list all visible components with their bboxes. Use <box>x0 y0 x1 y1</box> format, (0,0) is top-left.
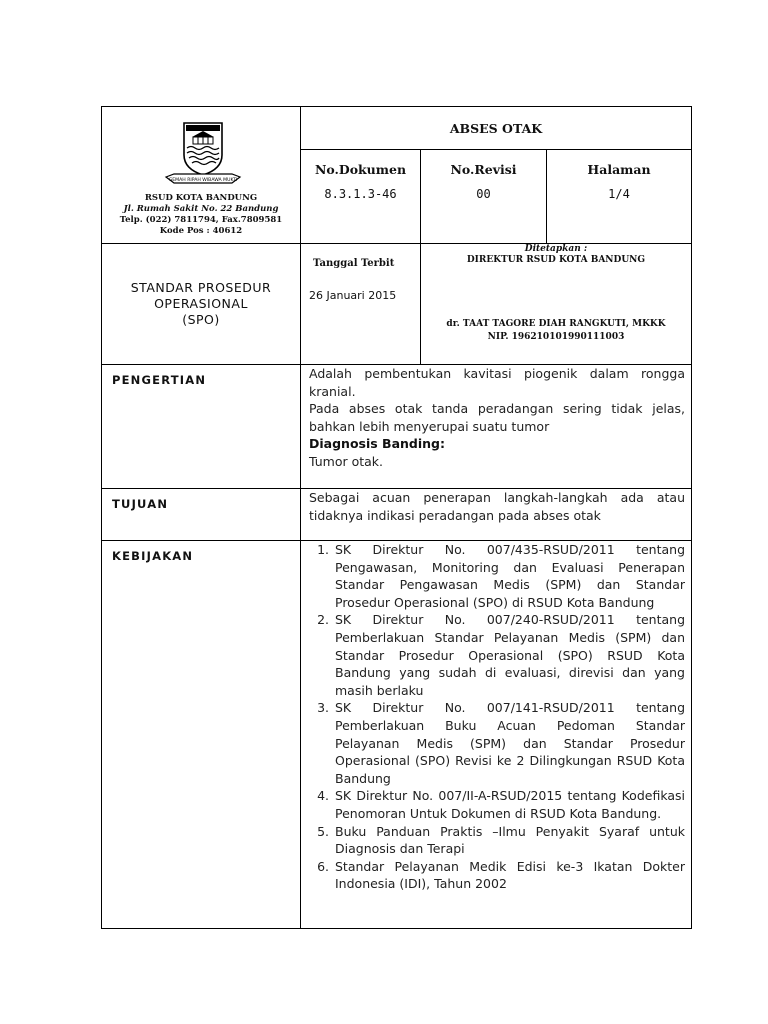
institution-postal: Kode Pos : 40612 <box>159 226 243 236</box>
established-label: Ditetapkan : <box>524 244 588 254</box>
diagnosis-value: Tumor otak. <box>309 453 384 469</box>
kebijakan-item: 1. SK Direktur No. 007/435-RSUD/2011 tentang Pengawasan, Monitoring dan Evaluasi Penerapan Standar Pengawasan Medis (SPM) dan Standar Prosedur Operasional (SPO) di RSUD Kota Bandung <box>333 541 685 611</box>
director-name: dr. TAAT TAGORE DIAH RANGKUTI, MKKK <box>446 319 666 329</box>
institution-address: Jl. Rumah Sakit No. 22 Bandung <box>123 204 279 214</box>
page-value: 1/4 <box>608 187 630 201</box>
spo-title-line3: (SPO) <box>182 312 220 327</box>
spo-title-line1: STANDAR PROSEDUR <box>130 280 272 295</box>
pengertian-paragraph-1: Adalah pembentukan kavitasi piogenik dalam rongga kranial. <box>309 366 685 399</box>
revision-value: 00 <box>476 187 491 201</box>
director-signature-block <box>421 318 691 344</box>
director-approval-cell <box>421 244 692 365</box>
revision-cell <box>421 150 547 244</box>
director-title: DIREKTUR RSUD KOTA BANDUNG <box>466 255 646 265</box>
kebijakan-item: 6. Standar Pelayanan Medik Edisi ke-3 Ikatan Dokter Indonesia (IDI), Tahun 2002 <box>333 858 685 893</box>
pengertian-content <box>301 365 692 489</box>
kebijakan-list <box>309 541 685 893</box>
kebijakan-item: 5. Buku Panduan Praktis –Ilmu Penyakit Syaraf untuk Diagnosis dan Terapi <box>333 823 685 858</box>
page-label: Halaman <box>587 162 651 177</box>
kebijakan-content <box>301 541 692 929</box>
spo-document-table <box>101 106 692 929</box>
tujuan-content: Sebagai acuan penerapan langkah-langkah ada atau tidaknya indikasi peradangan pada abses otak <box>301 489 692 541</box>
kebijakan-label: KEBIJAKAN <box>102 541 301 929</box>
director-nip: NIP. 196210101990111003 <box>487 332 625 342</box>
issue-date-label: Tanggal Terbit <box>313 258 395 269</box>
kebijakan-item: 4. SK Direktur No. 007/II-A-RSUD/2015 tentang Kodefikasi Penomoran Untuk Dokumen di RSUD Kota Bandung. <box>333 787 685 822</box>
institution-cell <box>102 107 301 244</box>
institution-name: RSUD KOTA BANDUNG <box>144 193 258 203</box>
city-emblem-logo <box>146 117 256 189</box>
pengertian-label: PENGERTIAN <box>102 365 301 489</box>
institution-info <box>102 193 300 237</box>
spo-title-cell <box>102 244 301 365</box>
doc-number-cell <box>301 150 421 244</box>
kebijakan-item: 3. SK Direktur No. 007/141-RSUD/2011 tentang Pemberlakuan Buku Acuan Pedoman Standar Pelayanan Medis (SPM) dan Standar Prosedur Operasional (SPO) Revisi ke 2 Dilingkungan RSUD Kota Bandung <box>333 699 685 787</box>
established-block <box>421 244 691 266</box>
revision-label: No.Revisi <box>450 162 517 177</box>
doc-number-label: No.Dokumen <box>314 162 407 177</box>
diagnosis-label: Diagnosis Banding: <box>309 436 445 452</box>
kebijakan-item: 2. SK Direktur No. 007/240-RSUD/2011 tentang Pemberlakuan Standar Pelayanan Medis (SPM) dan Standar Prosedur Operasional (SPO) RSUD Kota Bandung yang sudah di evaluasi, direvisi dan yang masih berlaku <box>333 611 685 699</box>
document-title: ABSES OTAK <box>301 107 692 150</box>
issue-date-value: 26 Januari 2015 <box>309 289 397 302</box>
tujuan-label: TUJUAN <box>102 489 301 541</box>
pengertian-paragraph-2: Pada abses otak tanda peradangan sering tidak jelas, bahkan lebih menyerupai suatu tumor <box>309 401 685 434</box>
page-cell <box>547 150 692 244</box>
issue-date-cell <box>301 244 421 365</box>
logo-motto: GEMAH RIPAH WIBAWA MUKTI <box>168 178 238 183</box>
doc-number-value: 8.3.1.3-46 <box>324 187 397 201</box>
institution-phone: Telp. (022) 7811794, Fax.7809581 <box>119 215 283 225</box>
spo-title-line2: OPERASIONAL <box>154 296 248 311</box>
